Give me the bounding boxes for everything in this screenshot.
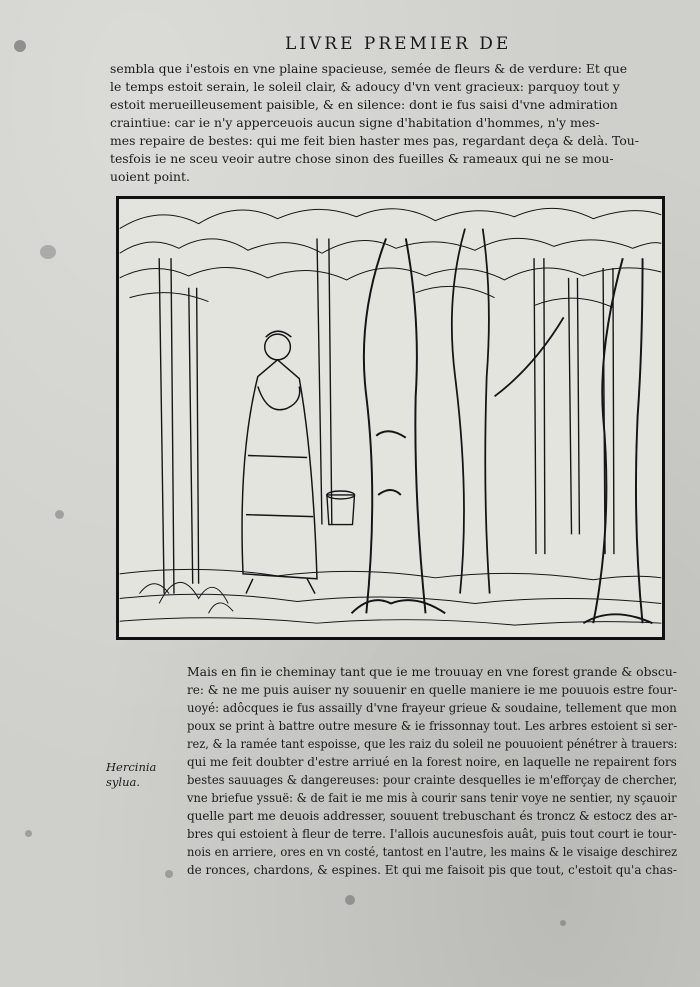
- top-paragraph: [110, 60, 660, 186]
- text-line: craintiue: car ie n'y apperceuois aucun signe d'habitation d'hommes, n'y mes-: [110, 115, 600, 130]
- margin-note-line: sylua.: [106, 775, 140, 789]
- text-line: bres qui estoient à fleur de terre. I'allois aucunesfois auât, puis tout court ie tour-: [187, 826, 677, 841]
- text-line: quelle part me deuois addresser, souuent trebuschant és troncz & estocz des ar-: [187, 808, 678, 823]
- text-line: vne briefue yssuë: & de fait ie me mis à courir sans tenir voye ne sentier, ny sçauoir: [187, 790, 677, 805]
- forest-woodcut-illustration: [116, 196, 665, 640]
- margin-note-line: Hercinia: [106, 760, 157, 774]
- text-line: sembla que i'estois en vne plaine spacieuse, semée de fleurs & de verdure: Et que: [110, 61, 628, 76]
- woodcut-drawing: [119, 199, 662, 637]
- text-line: le temps estoit serain, le soleil clair, & adoucy d'vn vent gracieux: parquoy tout y: [110, 79, 620, 94]
- mid-tree-trunk: [452, 229, 564, 594]
- canopy-foliage: [120, 208, 662, 307]
- text-line: tesfois ie ne sceu veoir autre chose sinon des fueilles & rameaux qui ne se mou-: [110, 151, 614, 166]
- bottom-paragraph: [187, 663, 677, 879]
- text-line: uoient point.: [110, 169, 190, 184]
- margin-note: [106, 760, 166, 790]
- text-line: qui me feit doubter d'estre arriué en la forest noire, en laquelle ne repairent fors: [187, 754, 677, 769]
- ink-spot: [560, 920, 566, 926]
- forest-ground: [120, 569, 662, 625]
- ink-spot: [165, 870, 173, 878]
- background-trees: [159, 238, 614, 593]
- text-line: poux se print à battre outre mesure & ie frissonnay tout. Les arbres estoient si ser-: [187, 718, 678, 733]
- text-line: de ronces, chardons, & espines. Et qui me faisoit pis que tout, c'estoit qu'a chas-: [187, 862, 677, 877]
- running-title: LIVRE PREMIER DE: [285, 34, 512, 54]
- text-line: re: & ne me puis auiser ny souuenir en quelle maniere ie me pouuois estre four-: [187, 682, 678, 697]
- text-line: nois en arriere, ores en vn costé, tantost en l'autre, les mains & le visaige deschirez: [187, 844, 678, 859]
- fern-plant: [139, 582, 233, 613]
- ink-spot: [14, 40, 26, 52]
- large-tree-trunk: [352, 238, 446, 613]
- ink-spot: [25, 830, 32, 837]
- text-line: estoit merueilleusement paisible, & en silence: dont ie fus saisi d'vne admiration: [110, 97, 618, 112]
- right-tree-trunk: [583, 258, 652, 623]
- ink-spot: [55, 510, 64, 519]
- text-line: rez, & la ramée tant espoisse, que les raiz du soleil ne pouuoient pénétrer à trauers:: [187, 736, 678, 751]
- ink-spot: [40, 245, 56, 259]
- ink-spot: [345, 895, 355, 905]
- text-line: bestes sauuages & dangereuses: pour crainte desquelles ie m'efforçay de chercher,: [187, 772, 678, 787]
- pilgrim-figure: [242, 331, 317, 593]
- text-line: uoyé: adôcques ie fus assailly d'vne frayeur grieue & soudaine, tellement que mon: [187, 700, 677, 715]
- text-line: Mais en fin ie cheminay tant que ie me trouuay en vne forest grande & obscu-: [187, 664, 677, 679]
- text-line: mes repaire de bestes: qui me feit bien haster mes pas, regardant deça & delà. Tou-: [110, 133, 639, 148]
